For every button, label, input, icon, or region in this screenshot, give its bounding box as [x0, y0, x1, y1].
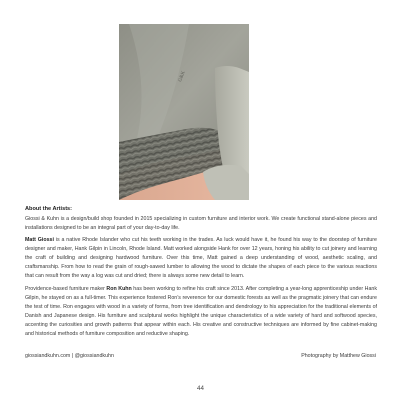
furniture-photo	[119, 24, 249, 200]
photo-credit: Photography by Matthew Giossi	[301, 353, 376, 359]
maker-mark: G&K	[178, 70, 187, 83]
ron-name: Ron Kuhn	[106, 286, 132, 292]
ron-bio: has been working to refine his craft since 2013. After completing a year-long apprenticeship under Hank Gilpin, he stayed on as a full-timer. This experience fostered Ron’s reverence for our domestic forests as well as the pragmatic joinery that can endure the test of time. Ron engages with wood in a variety of forms, from tree identification and dendrology to his appreciation for the traditional elements of Danish and Japanese design. His furniture and sculptural works highlight the unique characteristics of a wide variety of hard and softwood species, accenting the curiosities and growth patterns that appear within each. His creative and constructive techniques are informed by fine cabinet-making and historical methods of furniture composition and reductive shaping.	[25, 286, 377, 337]
matt-bio: is a native Rhode Islander who cut his teeth working in the trades. As luck would have it, he found his way to the doorstep of furniture designer and maker, Hank Gilpin in Lincoln, Rhode Island. Matt worked alongside Hank for over 12 years, honing his ability to cut joinery and learning the craft of building and designing hardwood furniture. Over this time, Matt gained a deep understanding of wood, aesthetic scaling, and craftsmanship. From how to read the grain of rough-sawed lumber to allowing the wood to dictate the shapes of each piece to the various reactions that can result from the way a log was cut and dried; there is always some new detail to learn.	[25, 237, 377, 279]
matt-paragraph	[25, 236, 377, 281]
ron-paragraph	[25, 285, 377, 338]
ron-intro: Providence-based furniture maker	[25, 286, 107, 292]
matt-name: Matt Giossi	[25, 237, 54, 243]
page-number: 44	[197, 385, 204, 392]
intro-text: Giossi & Kuhn is a design/build shop founded in 2015 specializing in custom furniture and interior work. We create functional stand-alone pieces and installations designed to be an integral part of your day-to-day life.	[25, 216, 377, 231]
contact-links[interactable]: giossiandkuhn.com | @giossiandkuhn	[25, 353, 114, 359]
about-heading: About the Artists:	[25, 206, 73, 212]
intro-paragraph	[25, 215, 377, 233]
